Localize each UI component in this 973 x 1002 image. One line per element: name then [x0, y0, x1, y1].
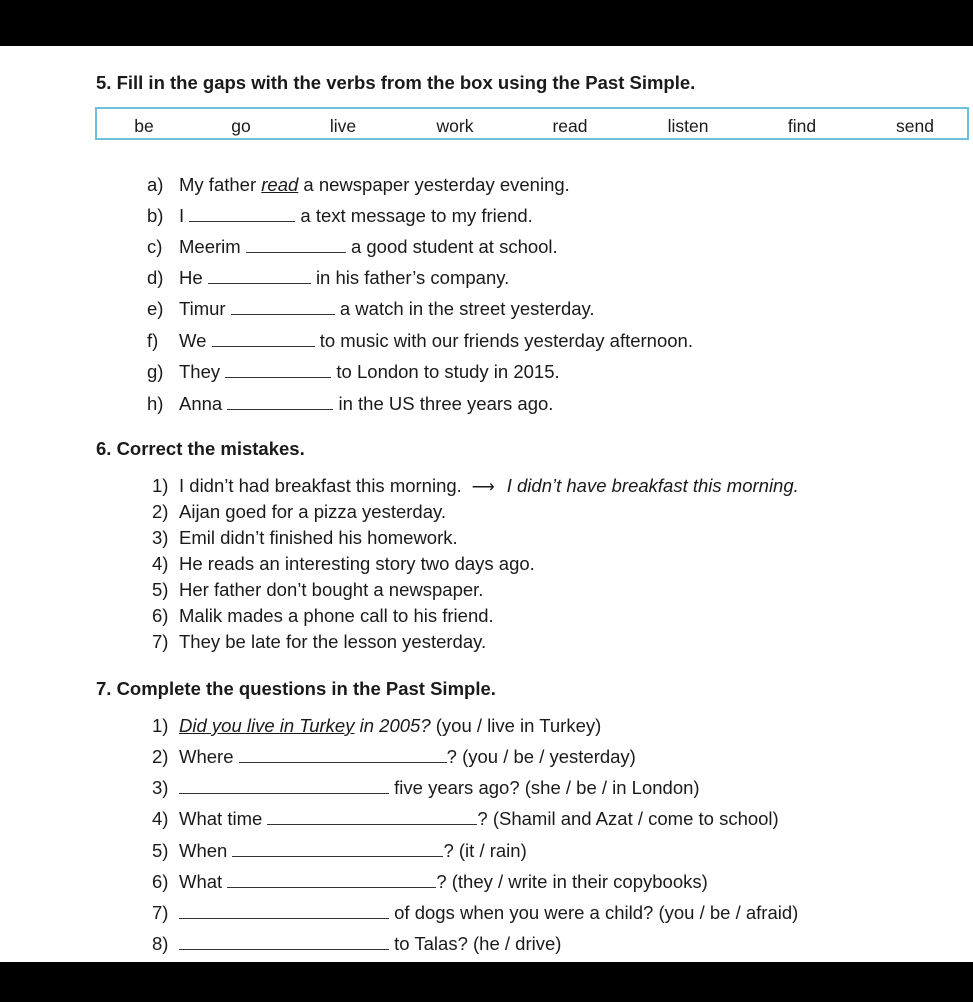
verb-word: be	[134, 116, 154, 136]
item-text: He in his father’s company.	[179, 267, 510, 288]
item-text: They to London to study in 2015.	[179, 361, 560, 382]
item-text: My father read a newspaper yesterday evening.	[179, 174, 570, 195]
verb-word: go	[231, 116, 251, 136]
exercise-5-title: 5. Fill in the gaps with the verbs from the box using the Past Simple.	[96, 72, 696, 93]
item-text: Aijan goed for a pizza yesterday.	[179, 501, 447, 522]
arrow-right-icon: ⟶	[471, 479, 495, 496]
example-answer: read	[261, 174, 299, 195]
verb-word: find	[787, 116, 817, 136]
item-label: 3)	[152, 777, 169, 798]
item-text: He reads an interesting story two days ago.	[179, 553, 535, 574]
verb-word: listen	[667, 116, 709, 136]
item-text: They be late for the lesson yesterday.	[179, 631, 487, 652]
answer-blank[interactable]	[212, 332, 315, 347]
item-label: 6)	[152, 871, 169, 892]
answer-blank[interactable]	[208, 269, 311, 284]
item-label: d)	[147, 267, 164, 288]
item-text: Meerim a good student at school.	[179, 236, 558, 257]
item-text: When ? (it / rain)	[179, 840, 527, 861]
verb-word: send	[896, 116, 934, 136]
exercise-7-title: 7. Complete the questions in the Past Simple.	[96, 678, 496, 699]
item-label: g)	[147, 361, 164, 382]
exercise-6-title: 6. Correct the mistakes.	[96, 438, 305, 459]
answer-blank[interactable]	[179, 779, 389, 794]
verb-word: live	[329, 116, 357, 136]
item-label: f)	[147, 330, 159, 351]
item-text: We to music with our friends yesterday afternoon.	[179, 330, 693, 351]
verb-word: read	[552, 116, 588, 136]
item-text: Malik mades a phone call to his friend.	[179, 605, 494, 626]
worksheet-page	[0, 46, 973, 962]
answer-blank[interactable]	[231, 300, 335, 315]
item-label: 2)	[152, 501, 169, 522]
answer-blank[interactable]	[232, 842, 443, 857]
item-label: 7)	[152, 902, 169, 923]
item-text: Her father don’t bought a newspaper.	[179, 579, 484, 600]
item-text: of dogs when you were a child? (you / be / afraid)	[179, 902, 798, 924]
item-label: e)	[147, 298, 164, 319]
item-text: to Talas? (he / drive)	[179, 933, 561, 955]
item-label: 2)	[152, 746, 169, 767]
verb-box	[95, 107, 969, 140]
example-answer: I didn’t have breakfast this morning.	[506, 475, 799, 496]
item-text: Emil didn’t finished his homework.	[179, 527, 458, 548]
answer-blank[interactable]	[246, 238, 346, 253]
item-label: c)	[147, 236, 163, 257]
top-black-bar	[0, 0, 973, 46]
verb-word: work	[436, 116, 474, 136]
item-text: Timur a watch in the street yesterday.	[179, 298, 595, 319]
item-label: 5)	[152, 840, 169, 861]
item-text: I didn’t had breakfast this morning. ⟶ I didn’t have breakfast this morning.	[179, 475, 799, 496]
item-label: 3)	[152, 527, 169, 548]
item-label: 7)	[152, 631, 169, 652]
item-label: 1)	[152, 715, 169, 736]
item-label: 4)	[152, 808, 169, 829]
bottom-black-bar	[0, 962, 973, 1002]
example-answer: Did you live in Turkey	[179, 715, 355, 736]
item-label: h)	[147, 393, 164, 414]
item-label: 6)	[152, 605, 169, 626]
item-text: five years ago? (she / be / in London)	[179, 777, 700, 799]
item-text: Where ? (you / be / yesterday)	[179, 746, 636, 767]
answer-blank[interactable]	[227, 395, 333, 410]
item-label: 4)	[152, 553, 169, 574]
item-label: 8)	[152, 933, 169, 954]
answer-blank[interactable]	[267, 810, 477, 825]
answer-blank[interactable]	[227, 873, 436, 888]
item-text: What ? (they / write in their copybooks)	[179, 871, 708, 892]
item-label: a)	[147, 174, 164, 195]
answer-blank[interactable]	[239, 748, 447, 763]
item-label: b)	[147, 205, 164, 226]
item-text: Did you live in Turkey in 2005? (you / live in Turkey)	[179, 715, 602, 736]
item-label: 1)	[152, 475, 169, 496]
item-text: What time ? (Shamil and Azat / come to school)	[179, 808, 779, 829]
answer-blank[interactable]	[189, 207, 295, 222]
item-text: Anna in the US three years ago.	[179, 393, 554, 414]
answer-blank[interactable]	[179, 935, 389, 950]
answer-blank[interactable]	[179, 904, 389, 919]
answer-blank[interactable]	[225, 363, 331, 378]
item-label: 5)	[152, 579, 169, 600]
item-text: I a text message to my friend.	[179, 205, 533, 226]
